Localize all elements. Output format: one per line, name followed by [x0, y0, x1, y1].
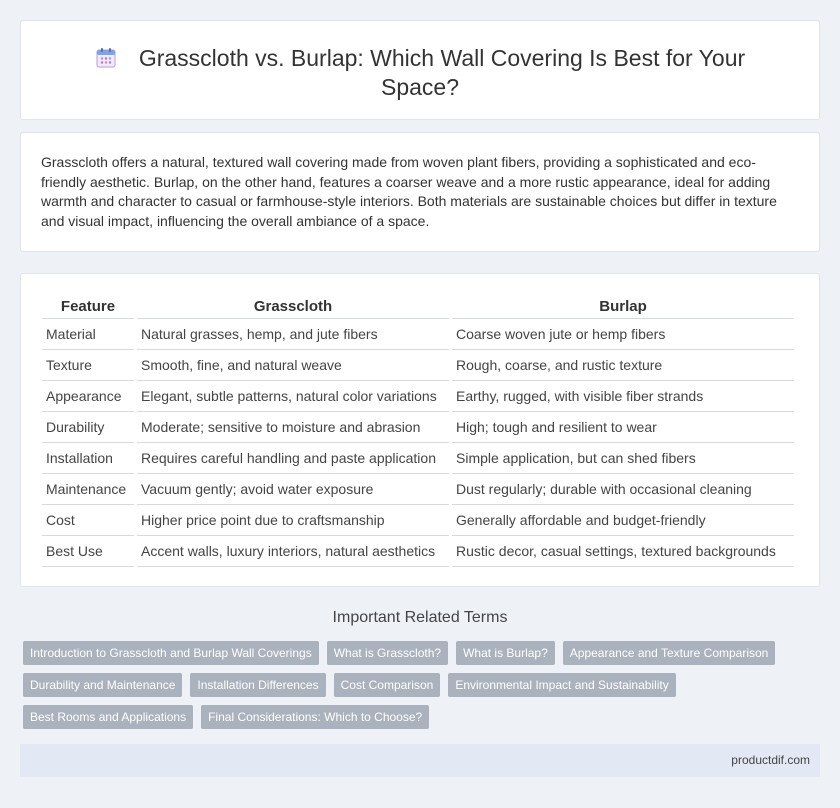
table-cell-feature: Appearance — [42, 381, 134, 412]
table-cell-feature: Material — [42, 319, 134, 350]
related-term-tag[interactable]: Final Considerations: Which to Choose? — [201, 705, 429, 729]
table-row — [42, 319, 794, 350]
page-title-text: Grasscloth vs. Burlap: Which Wall Covering Is Best for Your Space? — [138, 45, 746, 100]
footer — [20, 744, 820, 777]
table-cell-burlap: Simple application, but can shed fibers — [452, 443, 794, 474]
footer-site-link[interactable]: productdif.com — [731, 753, 810, 767]
table-cell-burlap: Rough, coarse, and rustic texture — [452, 350, 794, 381]
table-cell-burlap: High; tough and resilient to wear — [452, 412, 794, 443]
related-term-tag[interactable]: Introduction to Grasscloth and Burlap Wall Coverings — [23, 641, 319, 665]
table-row — [42, 536, 794, 567]
table-cell-burlap: Earthy, rugged, with visible fiber strands — [452, 381, 794, 412]
table-cell-burlap: Generally affordable and budget-friendly — [452, 505, 794, 536]
table-header-row — [42, 295, 794, 319]
intro-card — [20, 132, 820, 252]
header-feature: Feature — [42, 295, 134, 319]
table-cell-grasscloth: Vacuum gently; avoid water exposure — [137, 474, 449, 505]
table-cell-grasscloth: Natural grasses, hemp, and jute fibers — [137, 319, 449, 350]
table-cell-burlap: Coarse woven jute or hemp fibers — [452, 319, 794, 350]
table-cell-feature: Maintenance — [42, 474, 134, 505]
intro-text: Grasscloth offers a natural, textured wall covering made from woven plant fibers, providing a sophisticated and eco-friendly aesthetic. Burlap, on the other hand, features a coarser weave and a more rustic appearance, ideal for adding warmth and character to casual or farmhouse-style interiors. Both materials are sustainable choices but differ in texture and visual impact, influencing the overall ambiance of a space. — [41, 154, 777, 229]
table-cell-feature: Installation — [42, 443, 134, 474]
table-row — [42, 412, 794, 443]
table-cell-grasscloth: Accent walls, luxury interiors, natural aesthetics — [137, 536, 449, 567]
related-term-tag[interactable]: Best Rooms and Applications — [23, 705, 193, 729]
header-grasscloth: Grasscloth — [137, 295, 449, 319]
related-term-tag[interactable]: Environmental Impact and Sustainability — [448, 673, 675, 697]
related-terms-title: Important Related Terms — [332, 609, 508, 626]
table-row — [42, 474, 794, 505]
table-cell-feature: Durability — [42, 412, 134, 443]
table-row — [42, 381, 794, 412]
related-term-tag[interactable]: What is Grasscloth? — [327, 641, 448, 665]
table-row — [42, 350, 794, 381]
table-row — [42, 505, 794, 536]
related-term-tag[interactable]: Appearance and Texture Comparison — [563, 641, 776, 665]
table-cell-grasscloth: Requires careful handling and paste application — [137, 443, 449, 474]
comparison-table — [39, 295, 797, 567]
header-burlap: Burlap — [452, 295, 794, 319]
calendar-icon — [95, 47, 117, 69]
related-terms-list — [23, 641, 813, 729]
table-cell-grasscloth: Smooth, fine, and natural weave — [137, 350, 449, 381]
table-cell-feature: Texture — [42, 350, 134, 381]
table-cell-burlap: Dust regularly; durable with occasional cleaning — [452, 474, 794, 505]
table-cell-grasscloth: Elegant, subtle patterns, natural color variations — [137, 381, 449, 412]
table-cell-grasscloth: Higher price point due to craftsmanship — [137, 505, 449, 536]
related-term-tag[interactable]: Durability and Maintenance — [23, 673, 182, 697]
comparison-table-card — [20, 273, 820, 587]
table-cell-burlap: Rustic decor, casual settings, textured backgrounds — [452, 536, 794, 567]
table-cell-grasscloth: Moderate; sensitive to moisture and abrasion — [137, 412, 449, 443]
related-term-tag[interactable]: What is Burlap? — [456, 641, 555, 665]
table-cell-feature: Best Use — [42, 536, 134, 567]
table-cell-feature: Cost — [42, 505, 134, 536]
related-term-tag[interactable]: Installation Differences — [190, 673, 325, 697]
page-title — [21, 44, 819, 102]
related-term-tag[interactable]: Cost Comparison — [334, 673, 441, 697]
table-row — [42, 443, 794, 474]
title-card — [20, 20, 820, 120]
